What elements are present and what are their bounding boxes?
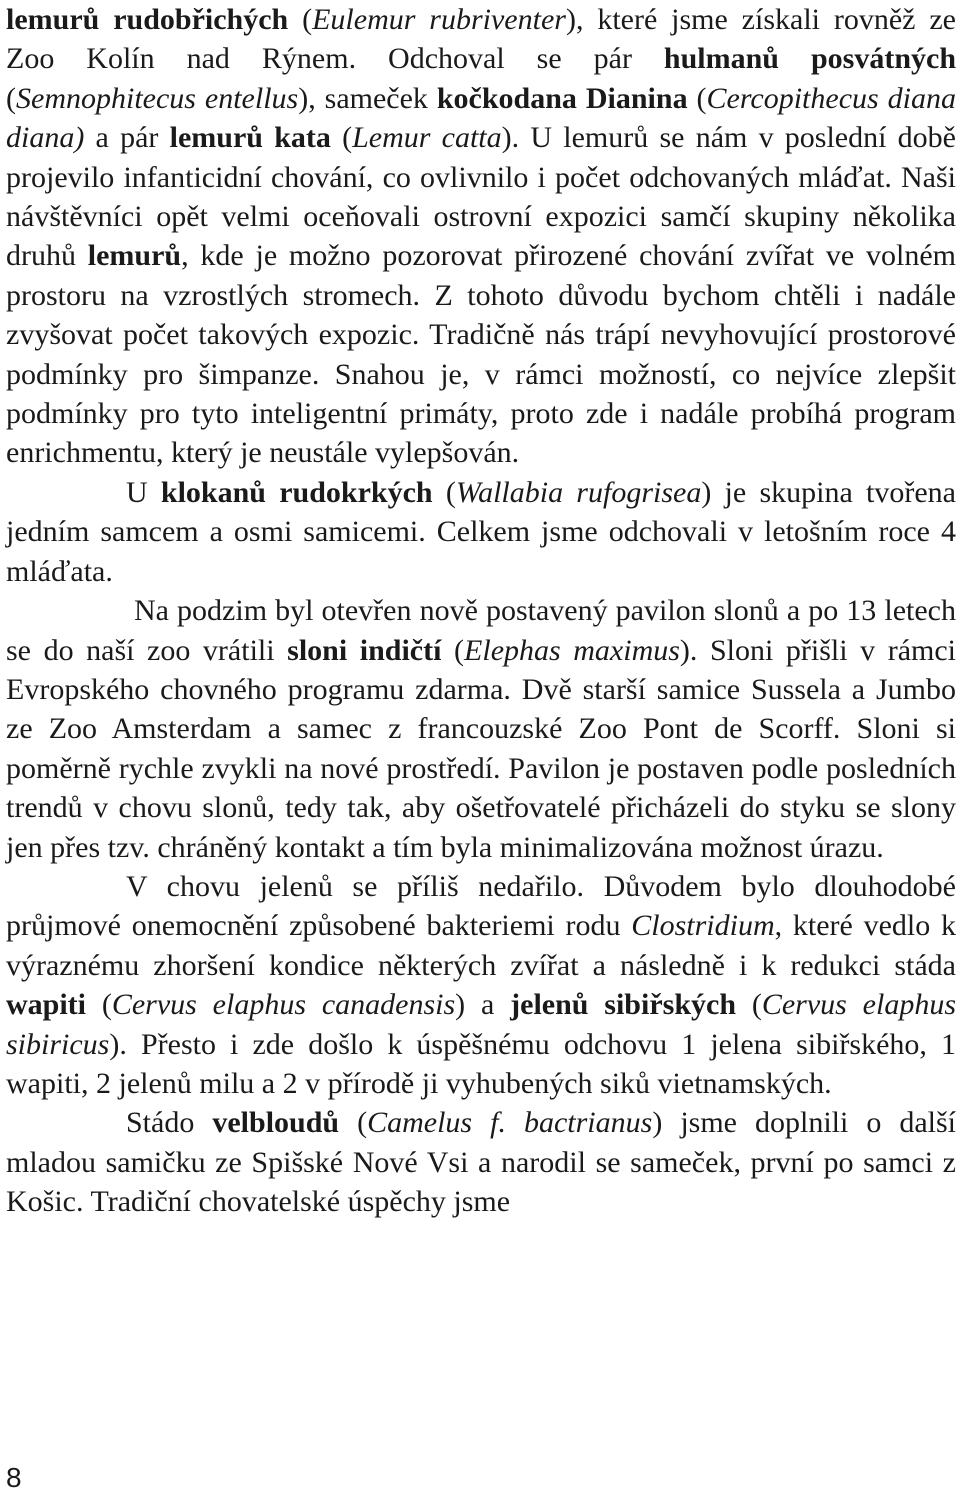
bold-term: klokanů rudokrkých: [160, 475, 433, 509]
latin-name: Clostridium: [631, 909, 775, 943]
latin-name: Camelus f. bactrianus: [367, 1106, 653, 1140]
bold-term: wapiti: [6, 988, 87, 1022]
text-run: (: [330, 121, 353, 155]
paragraph-primates: [6, 0, 956, 473]
paragraph-kangaroos: [6, 473, 956, 591]
text-run: (: [441, 633, 465, 667]
body-text: [6, 0, 956, 1222]
latin-name: Eulemur rubriventer: [312, 3, 566, 36]
text-run: V chovu jelenů se příliš nedařilo. Důvodem bylo dlouhodobé průjmové onemocnění způsobené bakteriemi rodu: [6, 869, 956, 943]
text-run: ), které jsme získali rovněž ze Zoo Kolín nad Rýnem. Odchoval se pár: [6, 3, 956, 76]
bold-term: kočkodana Dianina: [436, 81, 688, 115]
bold-term: lemurů kata: [169, 121, 331, 155]
latin-name: Cervus elaphus canadensis: [111, 988, 456, 1022]
text-run: Stádo: [126, 1106, 213, 1140]
bold-term: velbloudů: [212, 1106, 340, 1140]
bold-term: jelenů sibiřských: [510, 988, 737, 1022]
paragraph-deer: [6, 867, 956, 1103]
text-run: (: [6, 81, 16, 115]
text-run: ) a: [455, 988, 511, 1022]
text-run: ). Přesto i zde došlo k úspěšnému odchovu 1 jelena sibiřského, 1 wapiti, 2 jelenů milu a 2 v přírodě ji vyhubených siků vietnamských.: [6, 1027, 956, 1100]
paragraph-camels: [6, 1103, 956, 1221]
text-run: (: [288, 3, 313, 36]
text-run: a pár: [84, 121, 170, 155]
latin-name: Semnophitecus entellus: [16, 81, 299, 115]
latin-name: Lemur catta: [352, 121, 502, 155]
text-run: (: [339, 1106, 368, 1140]
text-run: ), sameček: [298, 81, 437, 115]
latin-name: Cercopithecus diana diana): [6, 81, 956, 155]
text-run: (: [86, 988, 112, 1022]
text-run: , kde je možno pozorovat přirozené chování zvířat ve volném prostoru na vzrostlých stromech. Z tohoto důvodu bychom chtěli i nadále zvyšovat počet takových expozic. Tradičně nás trápí nevyhovující prostorové podmínky pro šimpanze. Snahou je, v rámci možností, co nejvíce zlepšit podmínky pro tyto inteligentní primáty, proto zde i nadále probíhá program enrichmentu, který je neustále vylepšován.: [6, 239, 956, 470]
bold-term: sloni indičtí: [287, 633, 442, 667]
text-run: (: [736, 988, 762, 1022]
text-run: , které vedlo k výraznému zhoršení kondice některých zvířat a následně i k redukci stáda: [6, 909, 956, 982]
text-run: ) je skupina tvořena jedním samcem a osmi samicemi. Celkem jsme odchovali v letošním roce 4 mláďata.: [6, 475, 956, 588]
bold-term: hulmanů posvátných: [663, 42, 956, 76]
text-run: (: [687, 81, 707, 115]
text-run: ). Sloni přišli v rámci Evropského chovného programu zdarma. Dvě starší samice Sussela a Jumbo ze Zoo Amsterdam a samec z francouzské Zoo Pont de Scorff. Sloni si poměrně rychle zvykli na nové prostředí. Pavilon je postaven podle posledních trendů v chovu slonů, tedy tak, aby ošetřovatelé přicházeli do styku se slony jen přes tzv. chráněný kontakt a tím byla minimalizována možnost úrazu.: [6, 633, 957, 864]
paragraph-elephants: [6, 591, 956, 867]
page-number: 8: [6, 1462, 22, 1493]
text-run: ) jsme doplnili o další mladou samičku ze Spišské Nové Vsi a narodil se sameček, první po samci z Košic. Tradiční chovatelské úspěchy jsme: [6, 1106, 957, 1219]
latin-name: Wallabia rufogrisea: [455, 475, 702, 509]
bold-term: lemurů rudobřichých: [6, 3, 289, 36]
text-run: ). U lemurů se nám v poslední době projevilo infanticidní chování, co ovlivnilo i počet odchovaných mláďat. Naši návštěvníci opět velmi oceňovali ostrovní expozici samčí skupiny několika druhů: [6, 121, 957, 273]
text-run: (: [432, 475, 456, 509]
latin-name: Elephas maximus: [464, 633, 680, 667]
text-run: U: [126, 475, 161, 509]
text-run: Na podzim byl otevřen nově postavený pavilon slonů a po 13 letech se do naší zoo vrátili: [6, 594, 956, 667]
bold-term: lemurů: [87, 239, 182, 273]
latin-name: Cervus elaphus sibiricus: [6, 988, 956, 1061]
